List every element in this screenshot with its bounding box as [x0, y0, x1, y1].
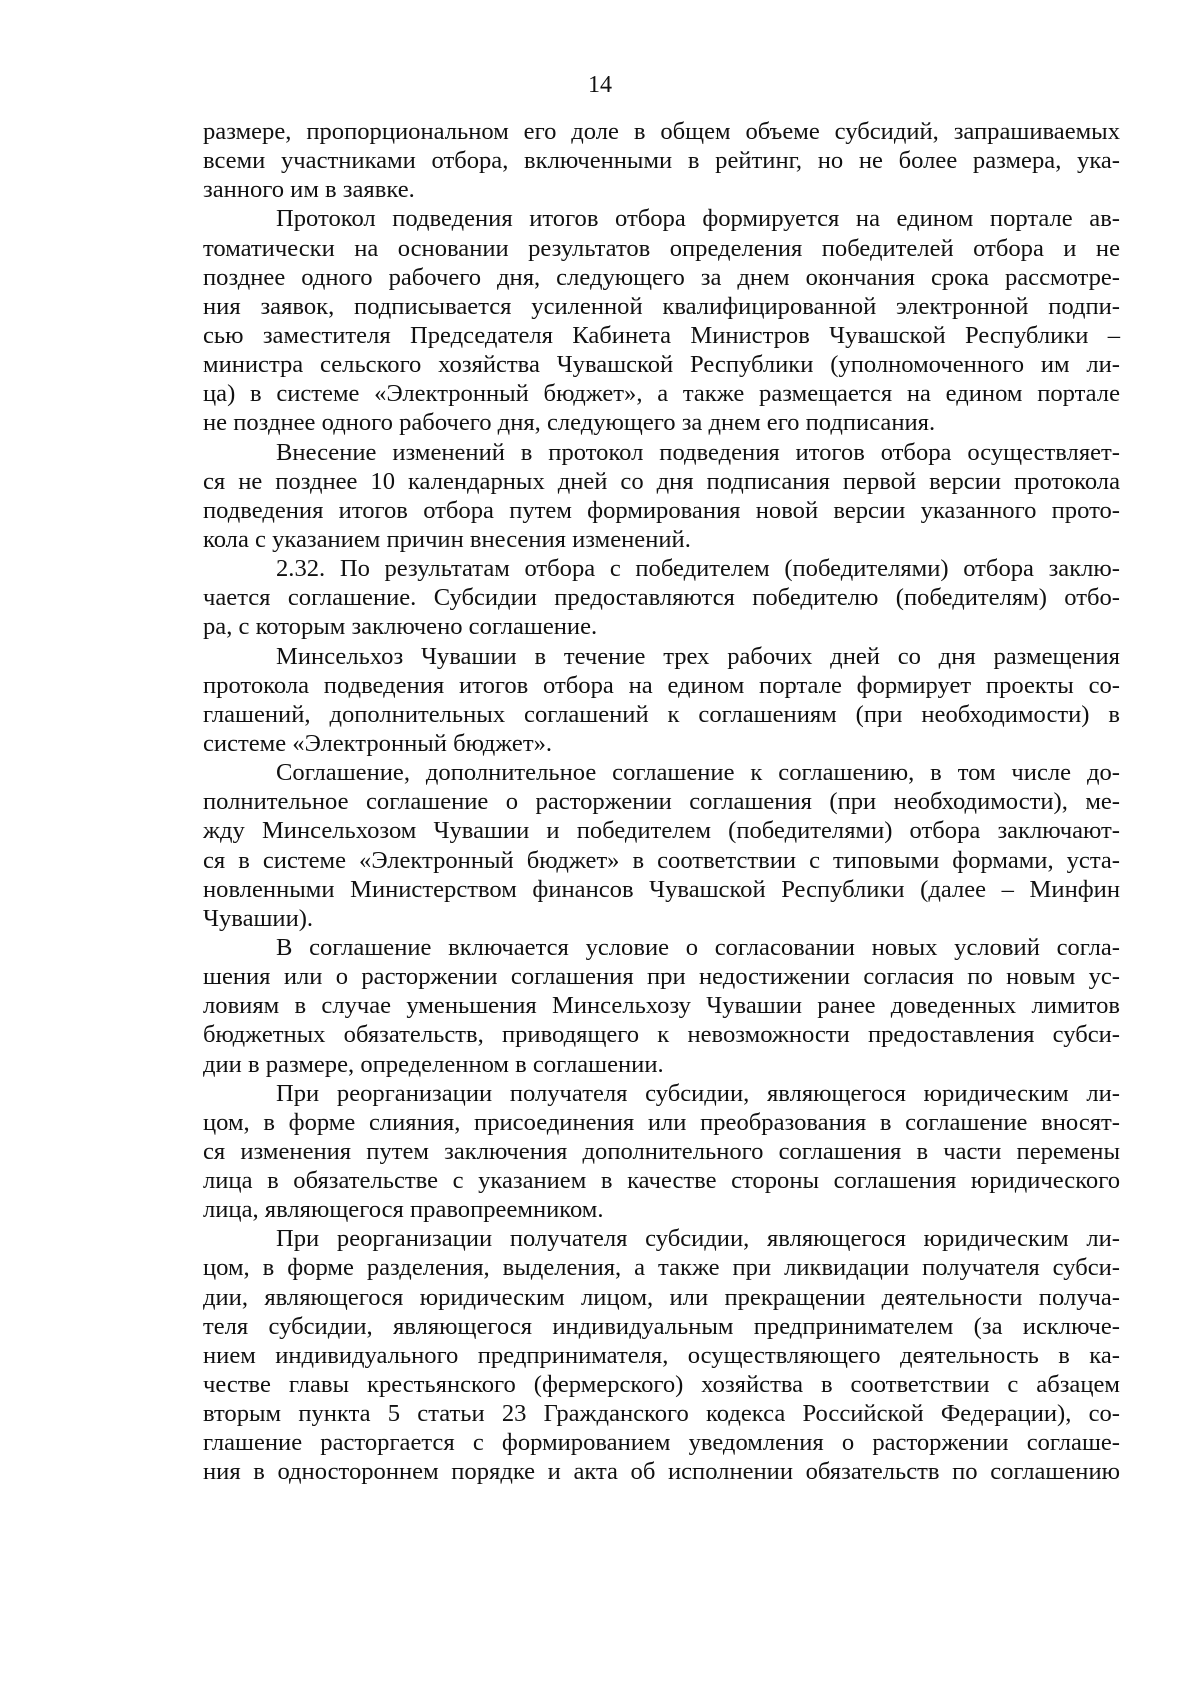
text-line: ловиям в случае уменьшения Минсельхозу Чувашии ранее доведенных лимитов	[203, 992, 1120, 1020]
paragraph-protocol	[203, 204, 1120, 437]
text-line: занного им в заявке.	[203, 176, 415, 204]
text-line: лица, являющегося правопреемником.	[203, 1196, 604, 1224]
paragraph-agreement-conditions	[203, 933, 1120, 1079]
text-line: 2.32. По результатам отбора с победителем (победителями) отбора заклю-	[276, 555, 1120, 583]
document-body	[203, 117, 1120, 1487]
text-line: ния в одностороннем порядке и акта об исполнении обязательств по соглашению	[203, 1458, 1120, 1486]
text-line: томатически на основании результатов определения победителей отбора и не	[203, 234, 1120, 262]
text-line: ся в системе «Электронный бюджет» в соответствии с типовыми формами, уста-	[203, 846, 1120, 874]
text-line: Внесение изменений в протокол подведения итогов отбора осуществляет-	[276, 438, 1120, 466]
text-line: В соглашение включается условие о согласовании новых условий согла-	[276, 933, 1120, 961]
text-line: Минсельхоз Чувашии в течение трех рабочих дней со дня размещения	[276, 642, 1120, 670]
text-line: ца) в системе «Электронный бюджет», а также размещается на едином портале	[203, 380, 1120, 408]
paragraph-reorganization-division	[203, 1224, 1120, 1486]
text-line: новленными Министерством финансов Чувашской Республики (далее – Минфин	[203, 875, 1120, 903]
text-line: ся не позднее 10 календарных дней со дня подписания первой версии протокола	[203, 467, 1120, 495]
paragraph-continuation	[203, 117, 1120, 204]
text-line: дии в размере, определенном в соглашении.	[203, 1050, 664, 1078]
text-line: ра, с которым заключено соглашение.	[203, 613, 598, 641]
text-line: чается соглашение. Субсидии предоставляются победителю (победителям) отбо-	[203, 584, 1120, 612]
text-line: теля субсидии, являющегося индивидуальным предпринимателем (за исключе-	[203, 1312, 1120, 1340]
text-line: не позднее одного рабочего дня, следующего за днем его подписания.	[203, 409, 936, 437]
text-line: честве главы крестьянского (фермерского) хозяйства в соответствии с абзацем	[203, 1371, 1120, 1399]
text-line: министра сельского хозяйства Чувашской Республики (уполномоченного им ли-	[203, 351, 1120, 379]
text-line: позднее одного рабочего дня, следующего за днем окончания срока рассмотре-	[203, 263, 1120, 291]
text-line: системе «Электронный бюджет».	[203, 729, 553, 757]
text-line: лица в обязательстве с указанием в качестве стороны соглашения юридического	[203, 1167, 1120, 1195]
text-line: сью заместителя Председателя Кабинета Министров Чувашской Республики –	[203, 321, 1120, 349]
text-line: полнительное соглашение о расторжении соглашения (при необходимости), ме-	[203, 788, 1120, 816]
text-line: всеми участниками отбора, включенными в рейтинг, но не более размера, ука-	[203, 147, 1120, 175]
text-line: При реорганизации получателя субсидии, являющегося юридическим ли-	[276, 1079, 1120, 1107]
paragraph-protocol-changes	[203, 438, 1120, 555]
text-line: цом, в форме разделения, выделения, а также при ликвидации получателя субси-	[203, 1254, 1120, 1282]
text-line: Чувашии).	[203, 904, 314, 932]
page-number: 14	[588, 72, 612, 98]
text-line: ния заявок, подписывается усиленной квалифицированной электронной подпи-	[203, 292, 1120, 320]
text-line: бюджетных обязательств, приводящего к невозможности предоставления субси-	[203, 1021, 1120, 1049]
text-line: размере, пропорциональном его доле в общем объеме субсидий, запрашиваемых	[203, 118, 1120, 145]
text-line: глашений, дополнительных соглашений к соглашениям (при необходимости) в	[203, 700, 1120, 728]
text-line: шения или о расторжении соглашения при недостижении согласия по новым ус-	[203, 963, 1120, 991]
text-line: вторым пункта 5 статьи 23 Гражданского кодекса Российской Федерации), со-	[203, 1400, 1120, 1428]
text-line: нием индивидуального предпринимателя, осуществляющего деятельность в ка-	[203, 1341, 1120, 1369]
text-line: Соглашение, дополнительное соглашение к соглашению, в том числе до-	[276, 759, 1120, 787]
text-line: жду Минсельхозом Чувашии и победителем (победителями) отбора заключают-	[203, 817, 1120, 845]
paragraph-ministry-drafts	[203, 642, 1120, 759]
text-line: Протокол подведения итогов отбора формируется на едином портале ав-	[276, 205, 1120, 233]
paragraph-reorganization-merger	[203, 1079, 1120, 1225]
text-line: дии, являющегося юридическим лицом, или прекращении деятельности получа-	[203, 1283, 1120, 1311]
text-line: кола с указанием причин внесения изменений.	[203, 525, 691, 553]
text-line: цом, в форме слияния, присоединения или преобразования в соглашение вносят-	[203, 1108, 1120, 1136]
text-line: подведения итогов отбора путем формирования новой версии указанного прото-	[203, 496, 1120, 524]
paragraph-agreement-forms	[203, 758, 1120, 933]
text-line: ся изменения путем заключения дополнительного соглашения в части перемены	[203, 1137, 1120, 1165]
text-line: глашение расторгается с формированием уведомления о расторжении соглаше-	[203, 1429, 1120, 1457]
text-line: протокола подведения итогов отбора на едином портале формирует проекты со-	[203, 671, 1120, 699]
text-line: При реорганизации получателя субсидии, являющегося юридическим ли-	[276, 1225, 1120, 1253]
paragraph-section-2-32	[203, 554, 1120, 641]
